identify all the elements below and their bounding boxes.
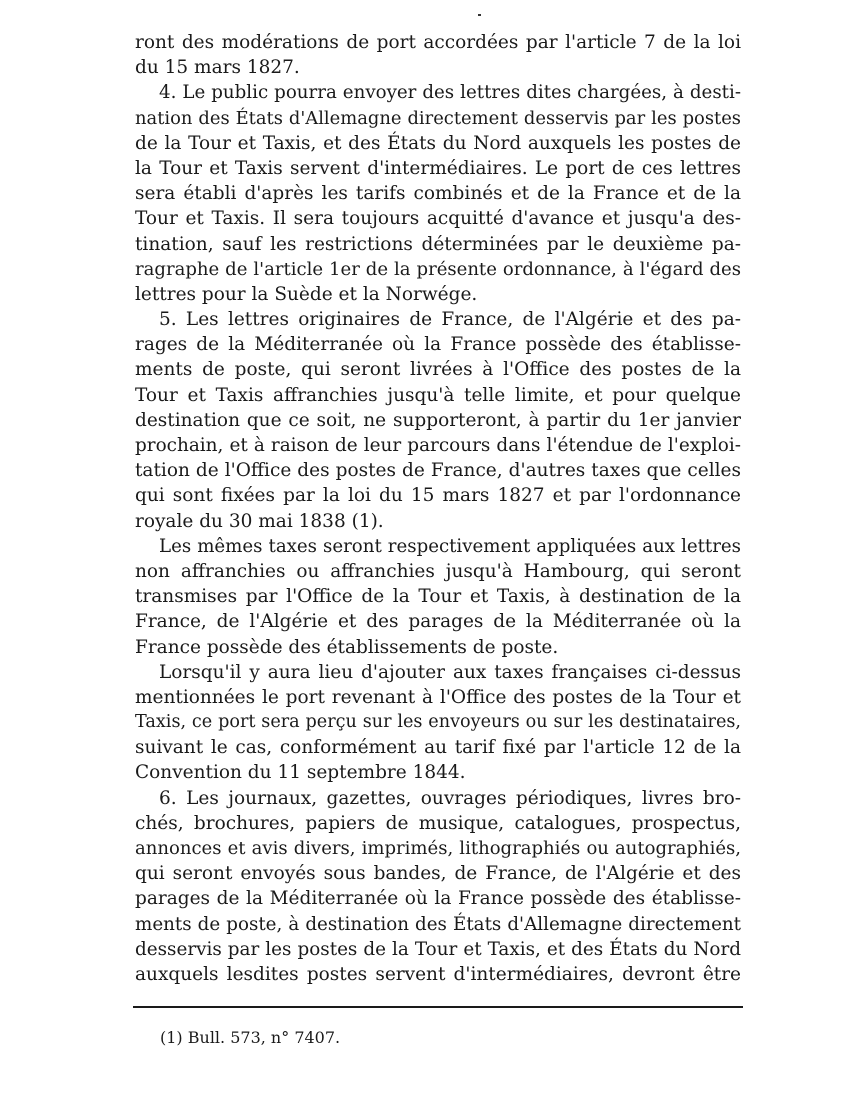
- text-line: royale du 30 mai 1838 (1).: [135, 510, 384, 532]
- text-line: Tour et Taxis. Il sera toujours acquitté d'avance et jusqu'a des-: [135, 208, 741, 230]
- text-line: non affranchies ou affranchies jusqu'à Hambourg, qui seront: [135, 560, 741, 582]
- text-line: destination que ce soit, ne supporteront, à partir du 1er janvier: [135, 409, 741, 431]
- text-line: ront des modérations de port accordées par l'article 7 de la loi: [135, 32, 741, 53]
- text-line: desservis par les postes de la Tour et Taxis, et des États du Nord: [135, 938, 741, 960]
- text-line: la Tour et Taxis servent d'intermédiaires. Le port de ces lettres: [135, 157, 741, 179]
- footnote: (1) Bull. 573, n° 7407.: [160, 1028, 341, 1047]
- text-line: Convention du 11 septembre 1844.: [135, 762, 466, 784]
- text-line: Lorsqu'il y aura lieu d'ajouter aux taxes françaises ci-dessus: [159, 661, 741, 683]
- text-line: du 15 mars 1827.: [135, 57, 300, 79]
- print-mark: [478, 14, 481, 16]
- text-line: mentionnées le port revenant à l'Office des postes de la Tour et: [135, 686, 741, 708]
- text-line: ments de poste, qui seront livrées à l'Office des postes de la: [135, 359, 741, 381]
- text-line: rages de la Méditerranée où la France possède des établisse-: [135, 334, 741, 356]
- text-line: tination, sauf les restrictions déterminées par le deuxième pa-: [135, 233, 741, 255]
- text-line: annonces et avis divers, imprimés, lithographiés ou autographiés,: [135, 838, 741, 859]
- text-line: de la Tour et Taxis, et des États du Nord auxquels les postes de: [135, 132, 741, 154]
- text-line: lettres pour la Suède et la Norwége.: [135, 283, 478, 305]
- body-text: [135, 30, 741, 987]
- footnote-separator: [133, 1006, 743, 1008]
- text-line: ragraphe de l'article 1er de la présente ordonnance, à l'égard des: [135, 258, 741, 280]
- text-line: parages de la Méditerranée où la France possède des établisse-: [135, 888, 741, 910]
- text-line: Les mêmes taxes seront respectivement appliquées aux lettres: [159, 535, 741, 557]
- text-line: Taxis, ce port sera perçu sur les envoyeurs ou sur les destinataires,: [135, 712, 741, 733]
- text-line: nation des États d'Allemagne directement desservis par les postes: [135, 107, 741, 129]
- text-line: sera établi d'après les tarifs combinés et de la France et de la: [135, 183, 741, 205]
- text-line: tation de l'Office des postes de France, d'autres taxes que celles: [135, 460, 741, 482]
- text-line: prochain, et à raison de leur parcours dans l'étendue de l'exploi-: [135, 435, 741, 456]
- text-line: ments de poste, à destination des États d'Allemagne directement: [135, 913, 741, 935]
- text-line: 6. Les journaux, gazettes, ouvrages périodiques, livres bro-: [159, 787, 741, 809]
- text-line: France possède des établissements de poste.: [135, 636, 559, 658]
- text-line: Tour et Taxis affranchies jusqu'à telle limite, et pour quelque: [135, 384, 741, 406]
- text-line: transmises par l'Office de la Tour et Taxis, à destination de la: [135, 586, 741, 608]
- text-line: chés, brochures, papiers de musique, catalogues, prospectus,: [135, 812, 741, 834]
- text-line: qui sont fixées par la loi du 15 mars 1827 et par l'ordonnance: [135, 485, 741, 507]
- text-line: auxquels lesdites postes servent d'intermédiaires, devront être: [135, 963, 741, 985]
- text-line: qui seront envoyés sous bandes, de France, de l'Algérie et des: [135, 863, 741, 885]
- text-line: suivant le cas, conformément au tarif fixé par l'article 12 de la: [135, 737, 741, 759]
- text-line: 5. Les lettres originaires de France, de l'Algérie et des pa-: [159, 309, 741, 331]
- text-line: 4. Le public pourra envoyer des lettres dites chargées, à desti-: [159, 82, 741, 104]
- text-line: France, de l'Algérie et des parages de la Méditerranée où la: [135, 611, 741, 633]
